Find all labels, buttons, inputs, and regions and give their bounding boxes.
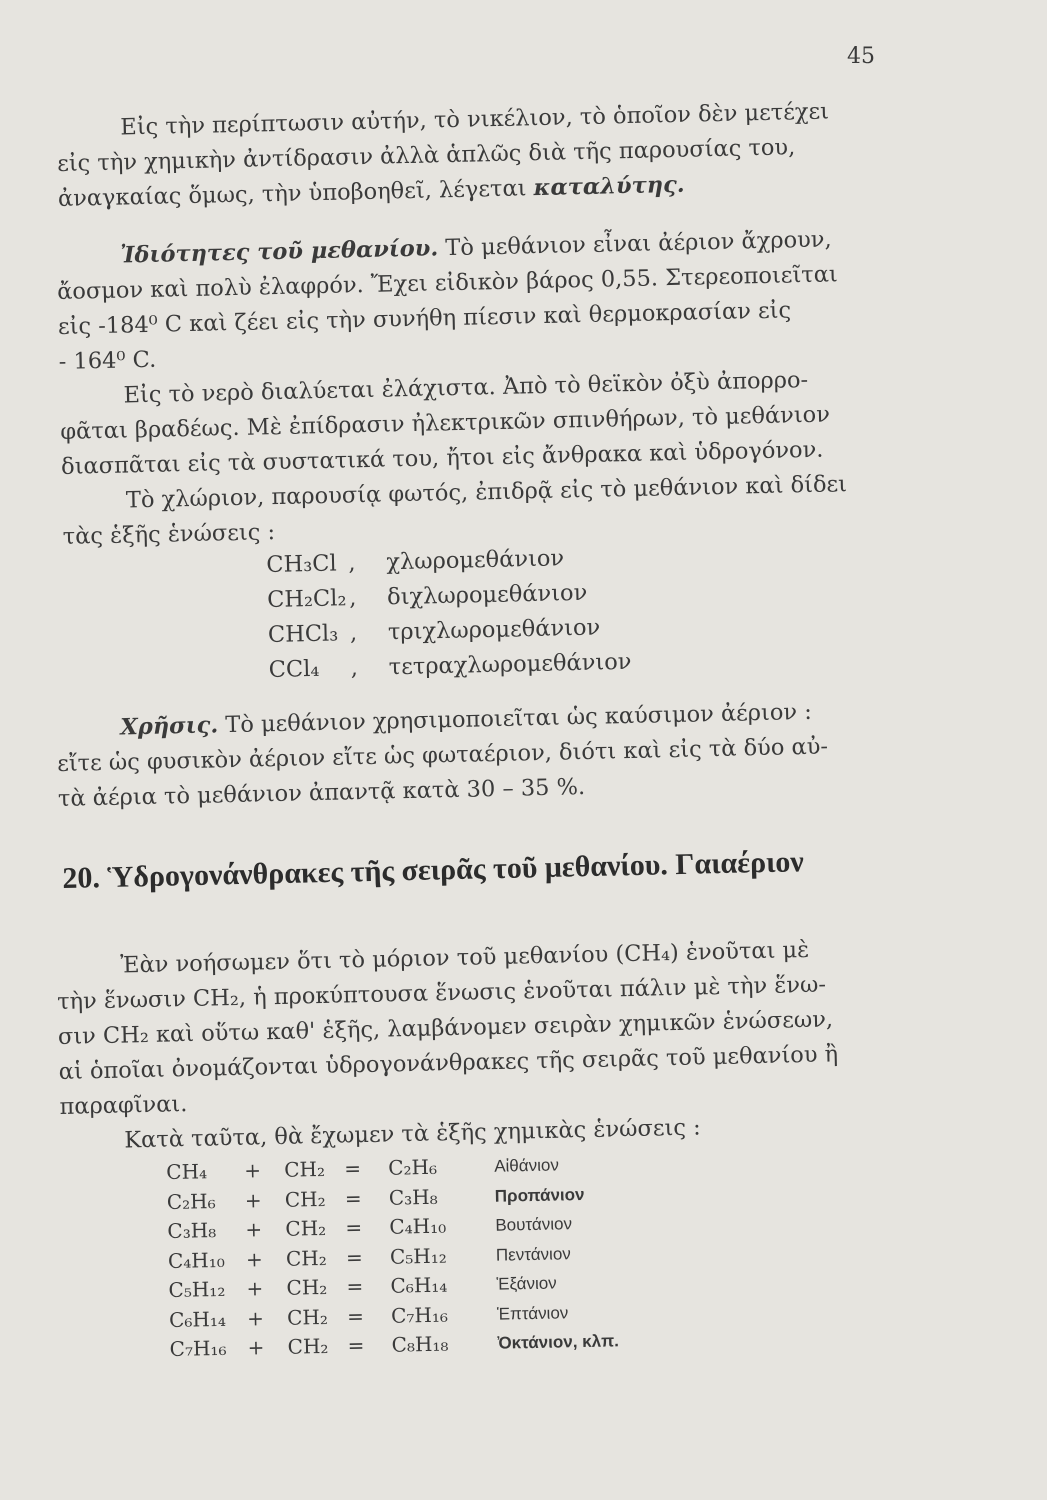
properties-label: Ἰδιότητες τοῦ μεθανίου. [120,235,439,269]
product: C₃H₈ [388,1184,438,1210]
reactant: CH₂ [286,1274,328,1300]
text-line: Τὸ χλώριον, παρουσίᾳ φωτός, ἐπιδρᾷ εἰς τὸ μεθάνιον καὶ δίδει [125,471,848,514]
text-line: εἴτε ὡς φυσικὸν ἀέριον εἴτε ὡς φωταέριον, διότι καὶ εἰς τὰ δύο αὐ- [56,733,829,777]
reactant: CH₂ [286,1304,329,1330]
chloride-name: χλωρομεθάνιον [386,545,565,576]
plus-sign: + [246,1305,265,1330]
text-line: φᾶται βραδέως. Μὲ ἐπίδρασιν ἠλεκτρικῶν σπινθήρων, τὸ μεθάνιον [60,401,831,445]
page-number: 45 [847,44,875,69]
equals-sign: = [347,1333,365,1358]
text-line: τὰ ἀέρια τὸ μεθάνιον ἀπαντᾷ κατὰ 30 – 35 %. [57,774,586,812]
text-span: Τὸ μεθάνιον εἶναι ἀέριον ἄχρουν, [445,226,832,262]
paragraph-uses [56,693,888,817]
chloride-name: διχλωρομεθάνιον [386,579,588,611]
alkane-name: Βουτάνιον [495,1214,573,1235]
plus-sign: + [245,1217,263,1242]
product: C₇H₁₆ [390,1302,449,1328]
comma-separator: , [348,584,357,612]
text-line: σιν CH₂ καὶ οὕτω καθ' ἑξῆς, λαμβάνομεν σειρὰν χημικῶν ἑνώσεων, [57,1006,834,1050]
plus-sign: + [247,1335,265,1360]
alkane-name: Ἑξάνιον [496,1273,557,1294]
reactant: C₅H₁₂ [168,1276,226,1302]
alkane-name: Προπάνιον [494,1184,585,1206]
paragraph-series [56,931,891,1160]
chloride-formula: CH₂Cl₂ [266,585,347,613]
product: C₄H₁₀ [389,1213,447,1239]
product: C₆H₁₄ [390,1272,448,1298]
text-line: εἰς -184⁰ C καὶ ζέει εἰς τὴν συνήθη πίεσιν καὶ θερμοκρασίαν εἰς [57,297,792,340]
comma-separator: , [349,619,358,647]
equals-sign: = [344,1156,362,1181]
comma-separator: , [350,654,359,682]
product: C₈H₁₈ [391,1331,449,1357]
reactant: CH₂ [287,1333,329,1359]
chloride-formula: CHCl₃ [267,620,339,648]
text-line: εἰς τὴν χημικὴν ἀντίδρασιν ἀλλὰ ἁπλῶς διὰ τῆς παρουσίας του, [56,134,796,177]
text-span: ἀναγκαίας ὅμως, τὴν ὑποβοηθεῖ, λέγεται [57,175,527,212]
paragraph-properties [56,221,893,555]
equals-sign: = [346,1274,364,1299]
equals-sign: = [346,1303,365,1329]
chloride-name: τριχλωρομεθάνιον [387,614,601,646]
product: C₂H₆ [387,1154,438,1180]
equals-sign: = [345,1244,363,1270]
chloride-list [266,540,632,688]
reactant: CH₂ [284,1186,326,1212]
alkane-name: Πεντάνιον [495,1243,571,1265]
alkane-name: Ἑπτάνιον [496,1302,569,1324]
text-line: Κατὰ ταῦτα, θὰ ἔχωμεν τὰ ἑξῆς χημικὰς ἑνώσεις : [124,1114,701,1154]
alkane-name: Ὀκτάνιον, κλπ. [497,1331,620,1353]
text-line: ἄοσμον καὶ πολὺ ἐλαφρόν. Ἔχει εἰδικὸν βάρος 0,55. Στερεοποιεῖται [56,261,838,305]
plus-sign: + [246,1276,264,1301]
reactant: CH₂ [285,1215,327,1241]
chloride-formula: CH₃Cl [266,550,337,578]
reactant: C₇H₁₆ [169,1335,227,1361]
text-line: Εἰς τὸ νερὸ διαλύεται ἐλάχιστα. Ἀπὸ τὸ θεϊκὸν ὀξὺ ἀπορρο- [123,366,809,409]
section-heading: 20. Ὑδρογονάνθρακες τῆς σειρᾶς τοῦ μεθανίου. Γαιαέριον [62,845,805,895]
reactant: C₄H₁₀ [167,1247,225,1273]
chloride-formula: CCl₄ [268,655,320,683]
equals-sign: = [345,1215,363,1240]
text-line: Ἐὰν νοήσωμεν ὅτι τὸ μόριον τοῦ μεθανίου (CH₄) ἑνοῦται μὲ [120,936,810,979]
text-line: παραφῖναι. [59,1091,188,1120]
plus-sign: + [244,1158,262,1183]
text-line: τὰς ἑξῆς ἑνώσεις : [62,519,276,550]
product: C₅H₁₂ [389,1243,447,1269]
reactant: CH₂ [285,1245,327,1271]
equals-sign: = [344,1185,362,1211]
alkane-name: Αἰθάνιον [494,1155,560,1176]
chloride-row [268,645,631,688]
catalyst-term: καταλύτης. [533,171,685,202]
text-span: Τὸ μεθάνιον χρησιμοποιεῖται ὡς καύσιμον ἀέριον : [225,698,813,739]
text-line: - 164⁰ C. [58,346,157,375]
alkane-equations [166,1149,619,1364]
text-line: τὴν ἕνωσιν CH₂, ἡ προκύπτουσα ἕνωσις ἑνοῦται πάλιν μὲ τὴν ἕνω- [56,971,827,1015]
reactant: C₂H₆ [166,1188,216,1214]
reactant: C₆H₁₄ [168,1306,227,1332]
text-line: διασπᾶται εἰς τὰ συστατικά του, ἤτοι εἰς ἄνθρακα καὶ ὑδρογόνον. [60,436,824,480]
reactant: C₃H₈ [167,1218,217,1243]
reactant: CH₂ [284,1156,326,1182]
plus-sign: + [245,1246,263,1271]
chloride-name: τετραχλωρομεθάνιον [388,648,632,681]
paragraph-catalyst [56,93,888,217]
reactant: CH₄ [166,1159,208,1184]
plus-sign: + [244,1187,262,1212]
text-line: Εἰς τὴν περίπτωσιν αὐτήν, τὸ νικέλιον, τὸ ὁποῖον δὲν μετέχει [120,98,830,141]
uses-label: Χρῆσις. [120,712,219,741]
text-line: αἱ ὁποῖαι ὀνομάζονται ὑδρογονάνθρακες τῆς σειρᾶς τοῦ μεθανίου ἢ [58,1041,839,1085]
comma-separator: , [348,549,356,577]
